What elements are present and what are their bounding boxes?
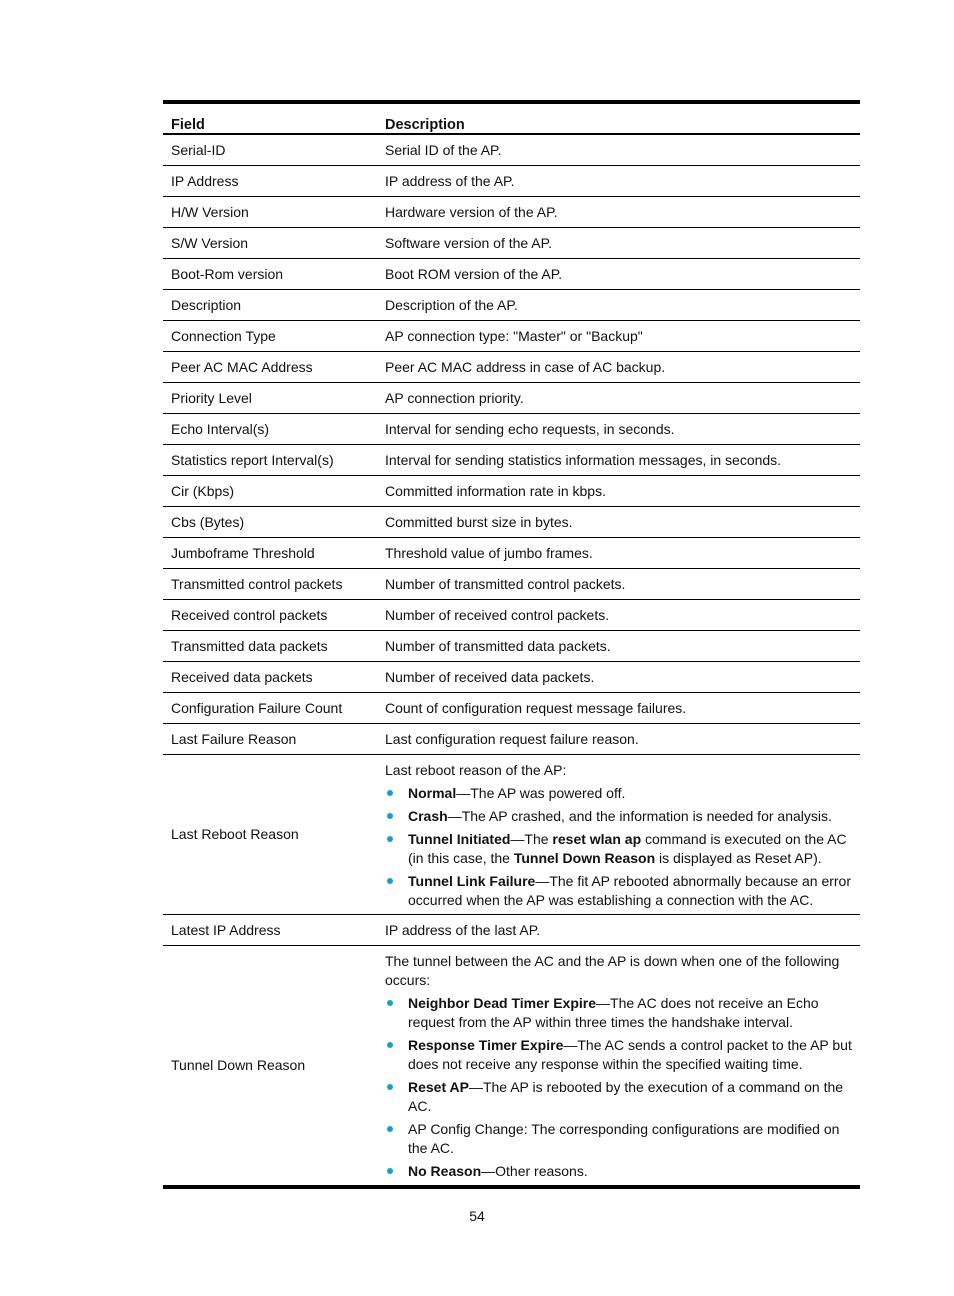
description-cell: Count of configuration request message failures.	[385, 700, 687, 716]
field-cell: H/W Version	[171, 204, 249, 220]
description-cell: Threshold value of jumbo frames.	[385, 545, 593, 561]
bullet-icon	[387, 836, 393, 842]
field-cell: S/W Version	[171, 235, 249, 251]
field-cell: Received data packets	[171, 669, 313, 685]
term: Normal	[408, 785, 457, 801]
description-cell: IP address of the last AP.	[385, 922, 541, 938]
field-cell: Jumboframe Threshold	[171, 545, 315, 561]
item-text: command is executed on the AC (in this case, the	[408, 831, 847, 866]
description-cell	[377, 755, 860, 915]
field-cell: Statistics report Interval(s)	[171, 452, 334, 468]
description-cell: Committed information rate in kbps.	[385, 483, 606, 499]
field-cell: Echo Interval(s)	[171, 421, 270, 437]
field-cell: Transmitted control packets	[171, 576, 343, 592]
table-row	[163, 321, 860, 352]
field-cell: IP Address	[171, 173, 239, 189]
bullet-icon	[387, 1126, 393, 1132]
description-cell: IP address of the AP.	[385, 173, 515, 189]
table-row	[163, 915, 860, 946]
list-item	[385, 1120, 852, 1158]
field-cell: Serial-ID	[171, 142, 226, 158]
description-cell: AP connection priority.	[385, 390, 524, 406]
description-cell: Description of the AP.	[385, 297, 518, 313]
table-row	[163, 693, 860, 724]
item-text: —The AC does not receive an Echo request from the AP within three times the handshake interval.	[408, 995, 819, 1030]
item-text: —The AC sends a control packet to the AP but does not receive any response within the specified waiting time.	[408, 1037, 852, 1072]
command-text: reset wlan ap	[552, 831, 642, 847]
description-cell: Interval for sending echo requests, in seconds.	[385, 421, 675, 437]
term: Crash	[408, 808, 448, 824]
field-cell: Latest IP Address	[171, 922, 281, 938]
bullet-icon	[387, 1000, 393, 1006]
description-cell: Number of received data packets.	[385, 669, 595, 685]
table-row	[163, 445, 860, 476]
item-text: —The AP is rebooted by the execution of a command on the AC.	[408, 1079, 844, 1114]
list-item	[385, 784, 852, 803]
field-cell: Boot-Rom version	[171, 266, 284, 282]
description-cell: Number of received control packets.	[385, 607, 610, 623]
field-cell: Tunnel Down Reason	[171, 1057, 306, 1073]
description-cell: Software version of the AP.	[385, 235, 553, 251]
field-cell: Last Failure Reason	[171, 731, 297, 747]
table-row-tunnel-down-reason	[163, 946, 860, 1188]
table-header-row	[163, 102, 860, 134]
item-text: —The AP was powered off.	[456, 785, 626, 801]
table-row	[163, 383, 860, 414]
field-cell: Description	[171, 297, 242, 313]
term: Reset AP	[408, 1079, 469, 1095]
item-text: —Other reasons.	[481, 1163, 588, 1179]
table-row	[163, 538, 860, 569]
field-cell: Received control packets	[171, 607, 328, 623]
list-item	[385, 830, 852, 868]
table-row	[163, 662, 860, 693]
term: Tunnel Link Failure	[408, 873, 536, 889]
table-row	[163, 476, 860, 507]
table-row	[163, 134, 860, 166]
description-cell	[377, 946, 860, 1188]
field-cell: Cbs (Bytes)	[171, 514, 245, 530]
table-row	[163, 569, 860, 600]
description-cell: Number of transmitted data packets.	[385, 638, 611, 654]
item-text: AP Config Change: The corresponding configurations are modified on the AC.	[408, 1121, 840, 1156]
bullet-icon	[387, 878, 393, 884]
table-row	[163, 259, 860, 290]
bullet-icon	[387, 813, 393, 819]
field-cell: Last Reboot Reason	[171, 826, 299, 842]
description-cell: Peer AC MAC address in case of AC backup.	[385, 359, 666, 375]
field-cell: Connection Type	[171, 328, 276, 344]
page-number: 54	[469, 1208, 485, 1224]
field-cell: Peer AC MAC Address	[171, 359, 313, 375]
term: Neighbor Dead Timer Expire	[408, 995, 597, 1011]
table-row	[163, 290, 860, 321]
bullet-icon	[387, 790, 393, 796]
description-cell: Last configuration request failure reason.	[385, 731, 639, 747]
field-cell: Priority Level	[171, 390, 252, 406]
table-row	[163, 197, 860, 228]
item-text: —The fit AP rebooted abnormally because an error occurred when the AP was establishing a connection with the AC.	[408, 873, 852, 908]
item-text: is displayed as Reset AP).	[655, 850, 822, 866]
bullet-list	[385, 994, 852, 1181]
description-cell: Number of transmitted control packets.	[385, 576, 626, 592]
term: Tunnel Initiated	[408, 831, 511, 847]
table-row	[163, 352, 860, 383]
table-row	[163, 414, 860, 445]
table-row	[163, 166, 860, 197]
field-description-table	[163, 100, 860, 1189]
description-intro: Last reboot reason of the AP:	[385, 762, 567, 778]
table-row-last-reboot-reason	[163, 755, 860, 915]
field-cell: Cir (Kbps)	[171, 483, 235, 499]
description-cell: Serial ID of the AP.	[385, 142, 502, 158]
list-item	[385, 807, 852, 826]
item-text: —The AP crashed, and the information is needed for analysis.	[447, 808, 832, 824]
bullet-icon	[387, 1168, 393, 1174]
term: Tunnel Down Reason	[513, 850, 656, 866]
list-item	[385, 1162, 852, 1181]
field-cell: Transmitted data packets	[171, 638, 328, 654]
bullet-list	[385, 784, 852, 910]
list-item	[385, 1078, 852, 1116]
table-row	[163, 724, 860, 755]
table-row	[163, 228, 860, 259]
header-field: Field	[171, 117, 205, 133]
table-row	[163, 631, 860, 662]
item-text: —The	[510, 831, 553, 847]
description-cell: Interval for sending statistics information messages, in seconds.	[385, 452, 782, 468]
field-cell: Configuration Failure Count	[171, 700, 343, 716]
description-cell: AP connection type: "Master" or "Backup"	[385, 328, 643, 344]
list-item	[385, 1036, 852, 1074]
term: No Reason	[408, 1163, 482, 1179]
table-row	[163, 507, 860, 538]
list-item	[385, 994, 852, 1032]
bullet-icon	[387, 1084, 393, 1090]
term: Response Timer Expire	[408, 1037, 564, 1053]
description-cell: Committed burst size in bytes.	[385, 514, 573, 530]
table-row	[163, 600, 860, 631]
description-cell: Hardware version of the AP.	[385, 204, 558, 220]
description-cell: Boot ROM version of the AP.	[385, 266, 563, 282]
header-description: Description	[385, 117, 465, 133]
description-intro: The tunnel between the AC and the AP is down when one of the following occurs:	[385, 953, 840, 988]
list-item	[385, 872, 852, 910]
bullet-icon	[387, 1042, 393, 1048]
